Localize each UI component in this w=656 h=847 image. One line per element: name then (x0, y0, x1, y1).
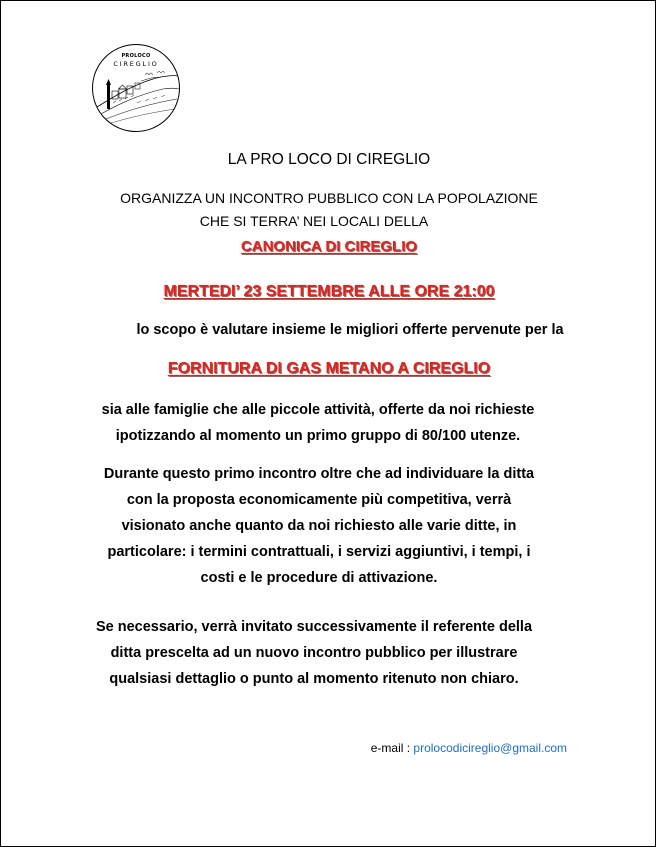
datetime-heading: MERTEDI’ 23 SETTEMBRE ALLE ORE 21:00 (163, 283, 495, 300)
supply-heading: FORNITURA DI GAS METANO A CIREGLIO (167, 360, 491, 377)
paragraph-line: Durante questo primo incontro oltre che ad individuare la ditta (103, 466, 535, 482)
email-label: e-mail : (370, 741, 414, 755)
paragraph-line: qualsiasi dettaglio o punto al momento ritenuto non chiaro. (109, 671, 519, 687)
paragraph-line: particolare: i termini contrattuali, i servizi aggiuntivi, i tempi, i (107, 544, 531, 560)
contact-email (371, 741, 567, 755)
purpose-text: lo scopo è valutare insieme le migliori offerte pervenute per la (136, 322, 564, 338)
logo-text-bottom: CIREGLIO (113, 60, 159, 68)
subtitle-line-2: CHE SI TERRA’ NEI LOCALI DELLA (199, 213, 429, 229)
paragraph-line: ipotizzando al momento un primo gruppo di 80/100 utenze. (115, 428, 521, 444)
subtitle-line-1: ORGANIZZA UN INCONTRO PUBBLICO CON LA POPOLAZIONE (120, 190, 538, 206)
paragraph-recipients (1, 397, 656, 449)
paragraph-line: con la proposta economicamente più competitiva, verrà (126, 492, 512, 508)
paragraph-line: visionato anche quanto da noi richiesto alle varie ditte, in (121, 518, 517, 534)
paragraph-line: Se necessario, verrà invitato successivamente il referente della (95, 619, 533, 635)
paragraph-line: ditta prescelta ad un nuovo incontro pubblico per illustrare (110, 645, 518, 661)
paragraph-meeting-details (1, 461, 656, 591)
logo-text-top: PROLOCO (121, 53, 151, 59)
village-landscape-icon (93, 45, 180, 132)
paragraph-follow-up (1, 614, 656, 692)
paragraph-line: sia alle famiglie che alle piccole attività, offerte da noi richieste (101, 402, 535, 418)
page-title: LA PRO LOCO DI CIREGLIO (227, 151, 431, 168)
venue-heading: CANONICA DI CIREGLIO (240, 238, 418, 255)
paragraph-line: costi e le procedure di attivazione. (200, 570, 438, 586)
proloco-logo (92, 44, 180, 132)
email-link[interactable]: prolocodicireglio@gmail.com (413, 741, 567, 755)
